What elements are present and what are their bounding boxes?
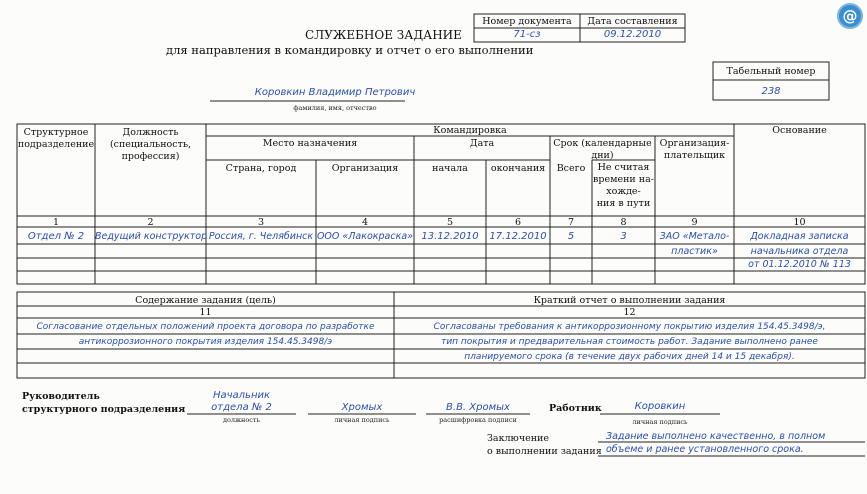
content-line-2: антикоррозионного покрытия изделия 154.45.3498/э [78,337,333,347]
col-number: 10 [793,217,806,228]
worker-signature: Коровкин [634,401,686,412]
th-end: окончания [490,163,546,174]
col-number: 11 [199,307,212,318]
doc-date-value: 09.12.2010 [603,29,662,40]
cell-end: 17.12.2010 [489,231,547,242]
th-position-2: (специальность, [109,139,192,150]
cell-excl: 3 [620,231,627,242]
cell-position: Ведущий конструктор [95,231,208,242]
th-payer-2: плательщик [663,150,726,161]
head-label-1: Руководитель [22,391,100,402]
doc-number-value: 71-cз [513,29,541,40]
cell-basis-1: Докладная записка [750,231,849,242]
head-decode: В.В. Хромых [446,402,510,413]
th-term-2: дни) [591,150,614,161]
caption-worker-signature: личная подпись [632,418,688,426]
caption-signature: личная подпись [334,416,390,424]
cell-country: Россия, г. Челябинск [208,231,314,242]
th-struct-1: Структурное [23,127,89,138]
tab-number-value: 238 [761,86,781,97]
col-number: 3 [257,217,265,228]
cell-dept: Отдел № 2 [27,231,85,242]
th-trip: Командировка [433,125,507,136]
th-position-1: Должность [122,127,179,138]
caption-position: должность [222,416,261,424]
conclusion-line-1: Задание выполнено качественно, в полном [606,431,826,442]
conclusion-line-2: объеме и ранее установленного срока. [606,444,804,455]
col-number: 4 [361,217,369,228]
col-number: 8 [620,217,627,228]
employee-name-caption: фамилия, имя, отчество [293,104,377,112]
employee-name: Коровкин Владимир Петрович [254,87,416,98]
col-number: 5 [446,217,454,228]
tab-number-label: Табельный номер [726,66,816,77]
cell-start: 13.12.2010 [421,231,479,242]
conclusion-label-1: Заключение [487,433,550,444]
form-title: СЛУЖЕБНОЕ ЗАДАНИЕ [305,28,462,42]
cell-org: ООО «Лакокраска» [316,231,414,242]
th-start: начала [432,163,468,174]
th-term-1: Срок (календарные [553,138,652,149]
head-signature: Хромых [341,402,383,413]
cell-basis-2: начальника отдела [750,246,849,257]
col-number: 2 [147,217,154,228]
conclusion-label-2: о выполнении задания [487,446,602,457]
th-payer-1: Организация- [659,138,730,149]
th-basis: Основание [772,125,827,136]
col-number: 7 [567,217,575,228]
th-report: Краткий отчет о выполнении задания [533,295,726,306]
report-line-2: тип покрытия и предварительная стоимость работ. Задание выполнено ранее [441,337,818,347]
head-position-2: отдела № 2 [211,402,272,413]
col-number: 6 [514,217,522,228]
cell-payer-1: ЗАО «Метало- [659,231,730,242]
th-destination: Место назначения [262,138,358,149]
col-number: 12 [623,307,636,318]
caption-decode: расшифровка подписи [439,416,517,424]
th-org: Организация [331,163,399,174]
th-excl-1: Не считая [597,162,650,173]
cell-basis-3: от 01.12.2010 № 113 [748,259,851,270]
report-line-3: планируемого срока (в течение двух рабочих дней 14 и 15 декабря). [464,352,795,362]
doc-date-label: Дата составления [587,16,678,27]
th-date: Дата [469,138,495,149]
th-content: Содержание задания (цель) [135,295,276,306]
content-line-1: Согласование отдельных положений проекта договора по разработке [36,322,375,332]
head-position-1: Начальник [212,390,271,401]
th-country: Страна, город [225,163,297,174]
head-label-2: структурного подразделения [22,404,186,415]
th-excl-4: ния в пути [596,198,651,209]
worker-label: Работник [549,403,602,414]
th-excl-2: времени на- [593,174,654,185]
cell-payer-2: пластик» [671,246,718,257]
site-logo-icon[interactable]: @ [837,3,863,29]
col-number: 1 [52,217,60,228]
col-number: 9 [691,217,698,228]
th-position-3: профессия) [121,151,180,162]
doc-number-label: Номер документа [482,16,572,27]
th-excl-3: хожде- [606,186,641,197]
cell-total: 5 [567,231,575,242]
th-struct-2: подразделение [17,139,95,150]
report-line-1: Согласованы требования к антикоррозионному покрытию изделия 154.45.3498/э, [433,322,826,332]
th-total: Всего [556,163,586,174]
form-subtitle: для направления в командировку и отчет о его выполнении [166,43,534,57]
